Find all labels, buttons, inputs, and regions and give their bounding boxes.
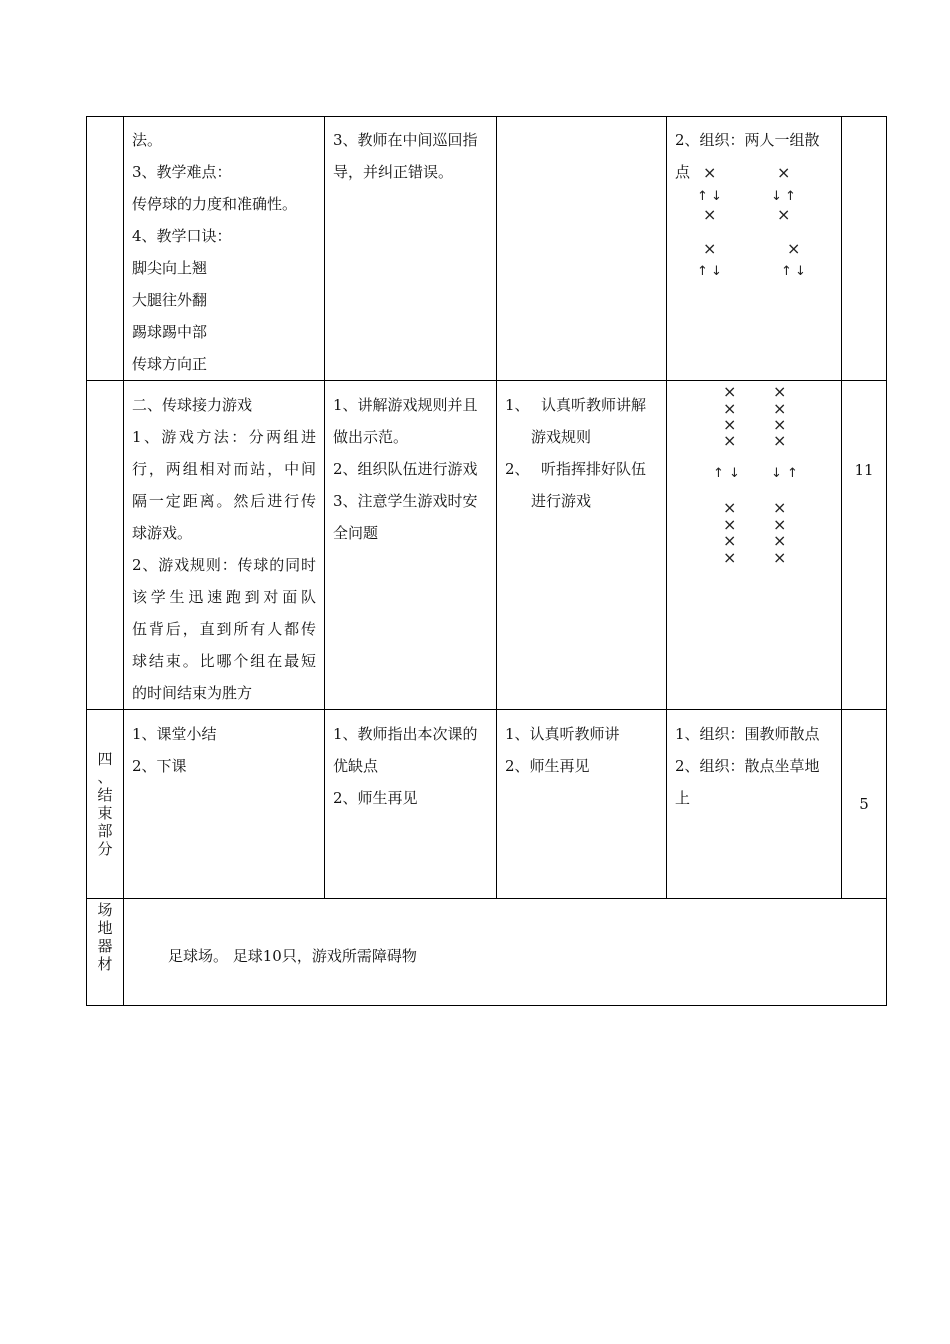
organization-line: 2、组织：散点坐草地 xyxy=(675,757,820,775)
content-line: 的时间结束为胜方 xyxy=(132,684,253,702)
arrow-up: ↑ xyxy=(787,466,798,481)
organization-cell xyxy=(667,381,842,710)
arrow-up: ↑ xyxy=(785,189,796,204)
player-mark: × xyxy=(723,531,737,550)
player-mark: × xyxy=(777,163,791,182)
content-line: 脚尖向上翘 xyxy=(132,259,208,277)
student-item xyxy=(505,389,658,453)
section-char: 四 xyxy=(97,750,113,768)
teacher-line: 2、师生再见 xyxy=(333,789,418,807)
arrow-down: ↓ xyxy=(729,466,740,481)
content-cell xyxy=(124,117,325,381)
relay-formation-diagram xyxy=(667,381,842,571)
teacher-line: 导，并纠正错误。 xyxy=(333,163,454,181)
content-line: 大腿往外翻 xyxy=(132,291,208,309)
player-mark: × xyxy=(723,382,737,401)
minutes-value: 5 xyxy=(859,795,869,813)
section-char: 结 xyxy=(97,786,113,804)
equipment-cell xyxy=(124,899,887,1006)
content-line: 4、教学口诀： xyxy=(132,227,232,245)
organization-line: 2、组织：两人一组散 xyxy=(675,131,820,149)
player-mark: × xyxy=(787,239,801,258)
arrow-up: ↑ xyxy=(781,264,792,278)
student-line: 2、师生再见 xyxy=(505,757,590,775)
content-line: 2、下课 xyxy=(132,757,187,775)
section-char: 束 xyxy=(97,804,113,822)
table-row xyxy=(87,117,887,381)
section-cell xyxy=(87,117,124,381)
player-mark: × xyxy=(773,548,787,567)
player-mark: × xyxy=(723,431,737,450)
content-line: 踢球踢中部 xyxy=(132,323,208,341)
student-line: 认真听教师讲解 xyxy=(541,396,647,414)
lesson-plan-table xyxy=(86,116,887,1006)
minutes-value: 11 xyxy=(854,461,874,479)
teacher-line: 做出示范。 xyxy=(333,428,409,446)
student-activity-cell xyxy=(497,381,667,710)
equipment-text: 足球场。 足球10只，游戏所需障碍物 xyxy=(168,947,417,965)
arrow-up: ↑ xyxy=(713,466,724,481)
teacher-line: 优缺点 xyxy=(333,757,379,775)
content-line: 传球方向正 xyxy=(132,355,208,373)
item-number: 1、 xyxy=(505,396,530,414)
table-row xyxy=(87,899,887,1006)
content-line: 1、游戏方法：分两组进 xyxy=(132,428,316,446)
content-line: 3、教学难点： xyxy=(132,163,232,181)
organization-line: 点 xyxy=(675,163,691,181)
arrow-down: ↓ xyxy=(795,264,806,278)
arrow-up: ↑ xyxy=(697,264,708,278)
organization-line: 上 xyxy=(675,789,691,807)
content-line: 二、传球接力游戏 xyxy=(132,396,253,414)
player-mark: × xyxy=(703,205,717,224)
player-mark: × xyxy=(703,239,717,258)
content-cell xyxy=(124,710,325,899)
content-cell xyxy=(124,381,325,710)
content-line: 1、课堂小结 xyxy=(132,725,217,743)
player-mark: × xyxy=(723,515,737,534)
teacher-line: 3、教师在中间巡回指 xyxy=(333,131,478,149)
content-line: 行，两组相对而站，中间 xyxy=(132,460,316,478)
player-mark: × xyxy=(777,205,791,224)
teacher-activity-cell xyxy=(325,381,497,710)
content-line: 传停球的力度和准确性。 xyxy=(132,195,298,213)
player-mark: × xyxy=(723,399,737,418)
section-char: 分 xyxy=(97,840,113,858)
player-mark: × xyxy=(723,548,737,567)
content-line: 隔一定距离。然后进行传 xyxy=(132,492,316,510)
content-line: 球游戏。 xyxy=(132,524,193,542)
section-char: 材 xyxy=(97,955,113,973)
section-char: 、 xyxy=(97,768,113,786)
player-mark: × xyxy=(773,382,787,401)
player-mark: × xyxy=(773,531,787,550)
teacher-line: 3、注意学生游戏时安 xyxy=(333,492,478,510)
player-mark: × xyxy=(773,515,787,534)
content-line: 该学生迅速跑到对面队 xyxy=(132,588,316,606)
teacher-activity-cell xyxy=(325,117,497,381)
pair-formation-diagram xyxy=(667,158,842,278)
organization-cell xyxy=(667,117,842,381)
player-mark: × xyxy=(703,163,717,182)
organization-line: 1、组织：围教师散点 xyxy=(675,725,820,743)
content-line: 球结束。比哪个组在最短 xyxy=(132,652,316,670)
section-char: 部 xyxy=(97,822,113,840)
player-mark: × xyxy=(773,399,787,418)
content-line: 伍背后，直到所有人都传 xyxy=(132,620,316,638)
arrow-down: ↓ xyxy=(711,189,722,204)
student-activity-cell xyxy=(497,710,667,899)
minutes-cell xyxy=(842,117,887,381)
student-line: 进行游戏 xyxy=(531,492,592,510)
content-line: 法。 xyxy=(132,131,163,149)
organization-cell xyxy=(667,710,842,899)
student-line: 游戏规则 xyxy=(531,428,592,446)
section-label-cell xyxy=(87,710,124,899)
content-line: 2、游戏规则：传球的同时 xyxy=(132,556,316,574)
arrow-down: ↓ xyxy=(711,264,722,278)
student-line: 听指挥排好队伍 xyxy=(541,460,647,478)
item-number: 2、 xyxy=(505,460,530,478)
section-char: 场 xyxy=(97,901,113,919)
minutes-cell xyxy=(842,381,887,710)
teacher-line: 1、讲解游戏规则并且 xyxy=(333,396,478,414)
arrow-down: ↓ xyxy=(771,189,782,204)
section-char: 地 xyxy=(97,919,113,937)
teacher-activity-cell xyxy=(325,710,497,899)
section-char: 器 xyxy=(97,937,113,955)
student-item xyxy=(505,453,658,517)
student-activity-cell xyxy=(497,117,667,381)
section-cell xyxy=(87,381,124,710)
player-mark: × xyxy=(773,431,787,450)
teacher-line: 1、教师指出本次课的 xyxy=(333,725,478,743)
minutes-cell xyxy=(842,710,887,899)
teacher-line: 全问题 xyxy=(333,524,379,542)
player-mark: × xyxy=(723,498,737,517)
player-mark: × xyxy=(723,415,737,434)
player-mark: × xyxy=(773,498,787,517)
table-row xyxy=(87,381,887,710)
section-label-cell xyxy=(87,899,124,1006)
table-row xyxy=(87,710,887,899)
teacher-line: 2、组织队伍进行游戏 xyxy=(333,460,478,478)
arrow-up: ↑ xyxy=(697,189,708,204)
arrow-down: ↓ xyxy=(771,466,782,481)
player-mark: × xyxy=(773,415,787,434)
student-line: 1、认真听教师讲 xyxy=(505,725,620,743)
